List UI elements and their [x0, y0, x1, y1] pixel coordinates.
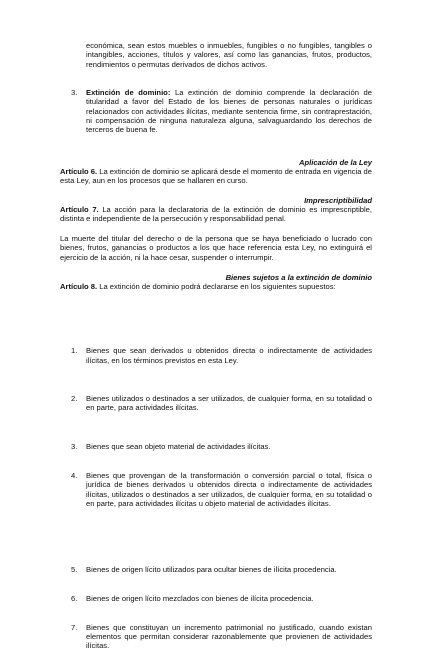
list-item-1	[60, 346, 372, 365]
list-item-extincion	[60, 88, 372, 134]
list-number: 2.	[71, 394, 78, 404]
list-item-7	[60, 623, 372, 651]
article-label: Artículo 7.	[60, 205, 99, 214]
list-number: 7.	[71, 622, 78, 632]
list-number: 4.	[71, 470, 78, 480]
paragraph-text: La muerte del titular del derecho o de la persona que se haya beneficiado o lucrado con bienes, frutos, ganancias o productos a los que hace referencia esta Ley, no extinguirá el ejercicio de la acción, ni la hace cesar, suspender o interrumpir.	[60, 234, 372, 262]
paragraph-text: económica, sean estos muebles o inmuebles, fungibles o no fungibles, tangibles o intangibles, acciones, títulos y valores, así como las ganancias, frutos, productos, rendimientos o permutas derivados de dichos activos.	[86, 41, 372, 69]
article-6	[60, 167, 372, 186]
article-label: Artículo 6.	[60, 167, 98, 176]
article-text: La acción para la declaratoria de la extinción de dominio es imprescriptible, distinta e independiente de la persecución y responsabilidad penal.	[60, 205, 372, 224]
article-7	[60, 205, 372, 224]
article-8	[60, 282, 372, 291]
list-item-text: Bienes que constituyan un incremento patrimonial no justificado, cuando existan elementos que permitan considerar razonablemente que provienen de actividades ilícitas.	[86, 622, 372, 651]
article-text: La extinción de dominio podrá declararse en los siguientes supuestos:	[97, 282, 336, 291]
article-text: La extinción de dominio se aplicará desde el momento de entrada en vigencia de esta Ley, aun en los procesos que se hallaren en curso.	[60, 167, 372, 186]
list-item-2	[60, 394, 372, 413]
list-item-3	[60, 442, 372, 451]
list-number: 3.	[71, 441, 78, 451]
paragraph-muerte	[60, 234, 372, 262]
list-item-text: Bienes que sean objeto material de actividades ilícitas.	[86, 441, 271, 451]
article-label: Artículo 8.	[60, 282, 98, 291]
list-item-text: Bienes que provengan de la transformación o conversión parcial o total, física o jurídica de bienes derivados u obtenidos directa o indirectamente de actividades ilícitas, utilizados o destinados a ser utilizados, de cualquier forma, en su totalidad o en parte, para actividades ilícitas u objeto material de actividades ilícitas.	[86, 470, 372, 508]
list-number: 5.	[71, 565, 78, 575]
term-label: Extinción de dominio:	[86, 88, 171, 97]
list-number: 3.	[71, 88, 78, 97]
heading-imprescriptibilidad: Imprescriptibilidad	[304, 196, 372, 205]
list-number: 6.	[71, 594, 78, 604]
list-item-text: La extinción de dominio comprende la declaración de titularidad a favor del Estado de los bienes de personas naturales o jurídicas relacionados con actividades ilícitas, mediante sentencia firme, sin contraprestación, ni compensación de ninguna naturaleza alguna, salvaguardando los derechos de terceros de buena fe.	[86, 88, 372, 135]
list-item-text: Bienes de origen lícito utilizados para ocultar bienes de ilícita procedencia.	[86, 565, 337, 575]
list-item-text: Bienes de origen lícito mezclados con bienes de ilícita procedencia.	[86, 594, 314, 604]
heading-bienes: Bienes sujetos a la extinción de dominio	[225, 273, 372, 282]
list-number: 1.	[71, 346, 78, 356]
heading-aplicacion: Aplicación de la Ley	[298, 158, 372, 167]
list-item-4	[60, 471, 372, 508]
paragraph-continuation	[60, 41, 372, 69]
list-item-text: Bienes que sean derivados u obtenidos directa o indirectamente de actividades ilícitas, en los términos previstos en esta Ley.	[86, 346, 372, 365]
list-item-text: Bienes utilizados o destinados a ser utilizados, de cualquier forma, en su totalidad o en parte, para actividades ilícitas.	[86, 394, 372, 413]
list-item-5	[60, 565, 372, 574]
list-item-6	[60, 594, 372, 603]
